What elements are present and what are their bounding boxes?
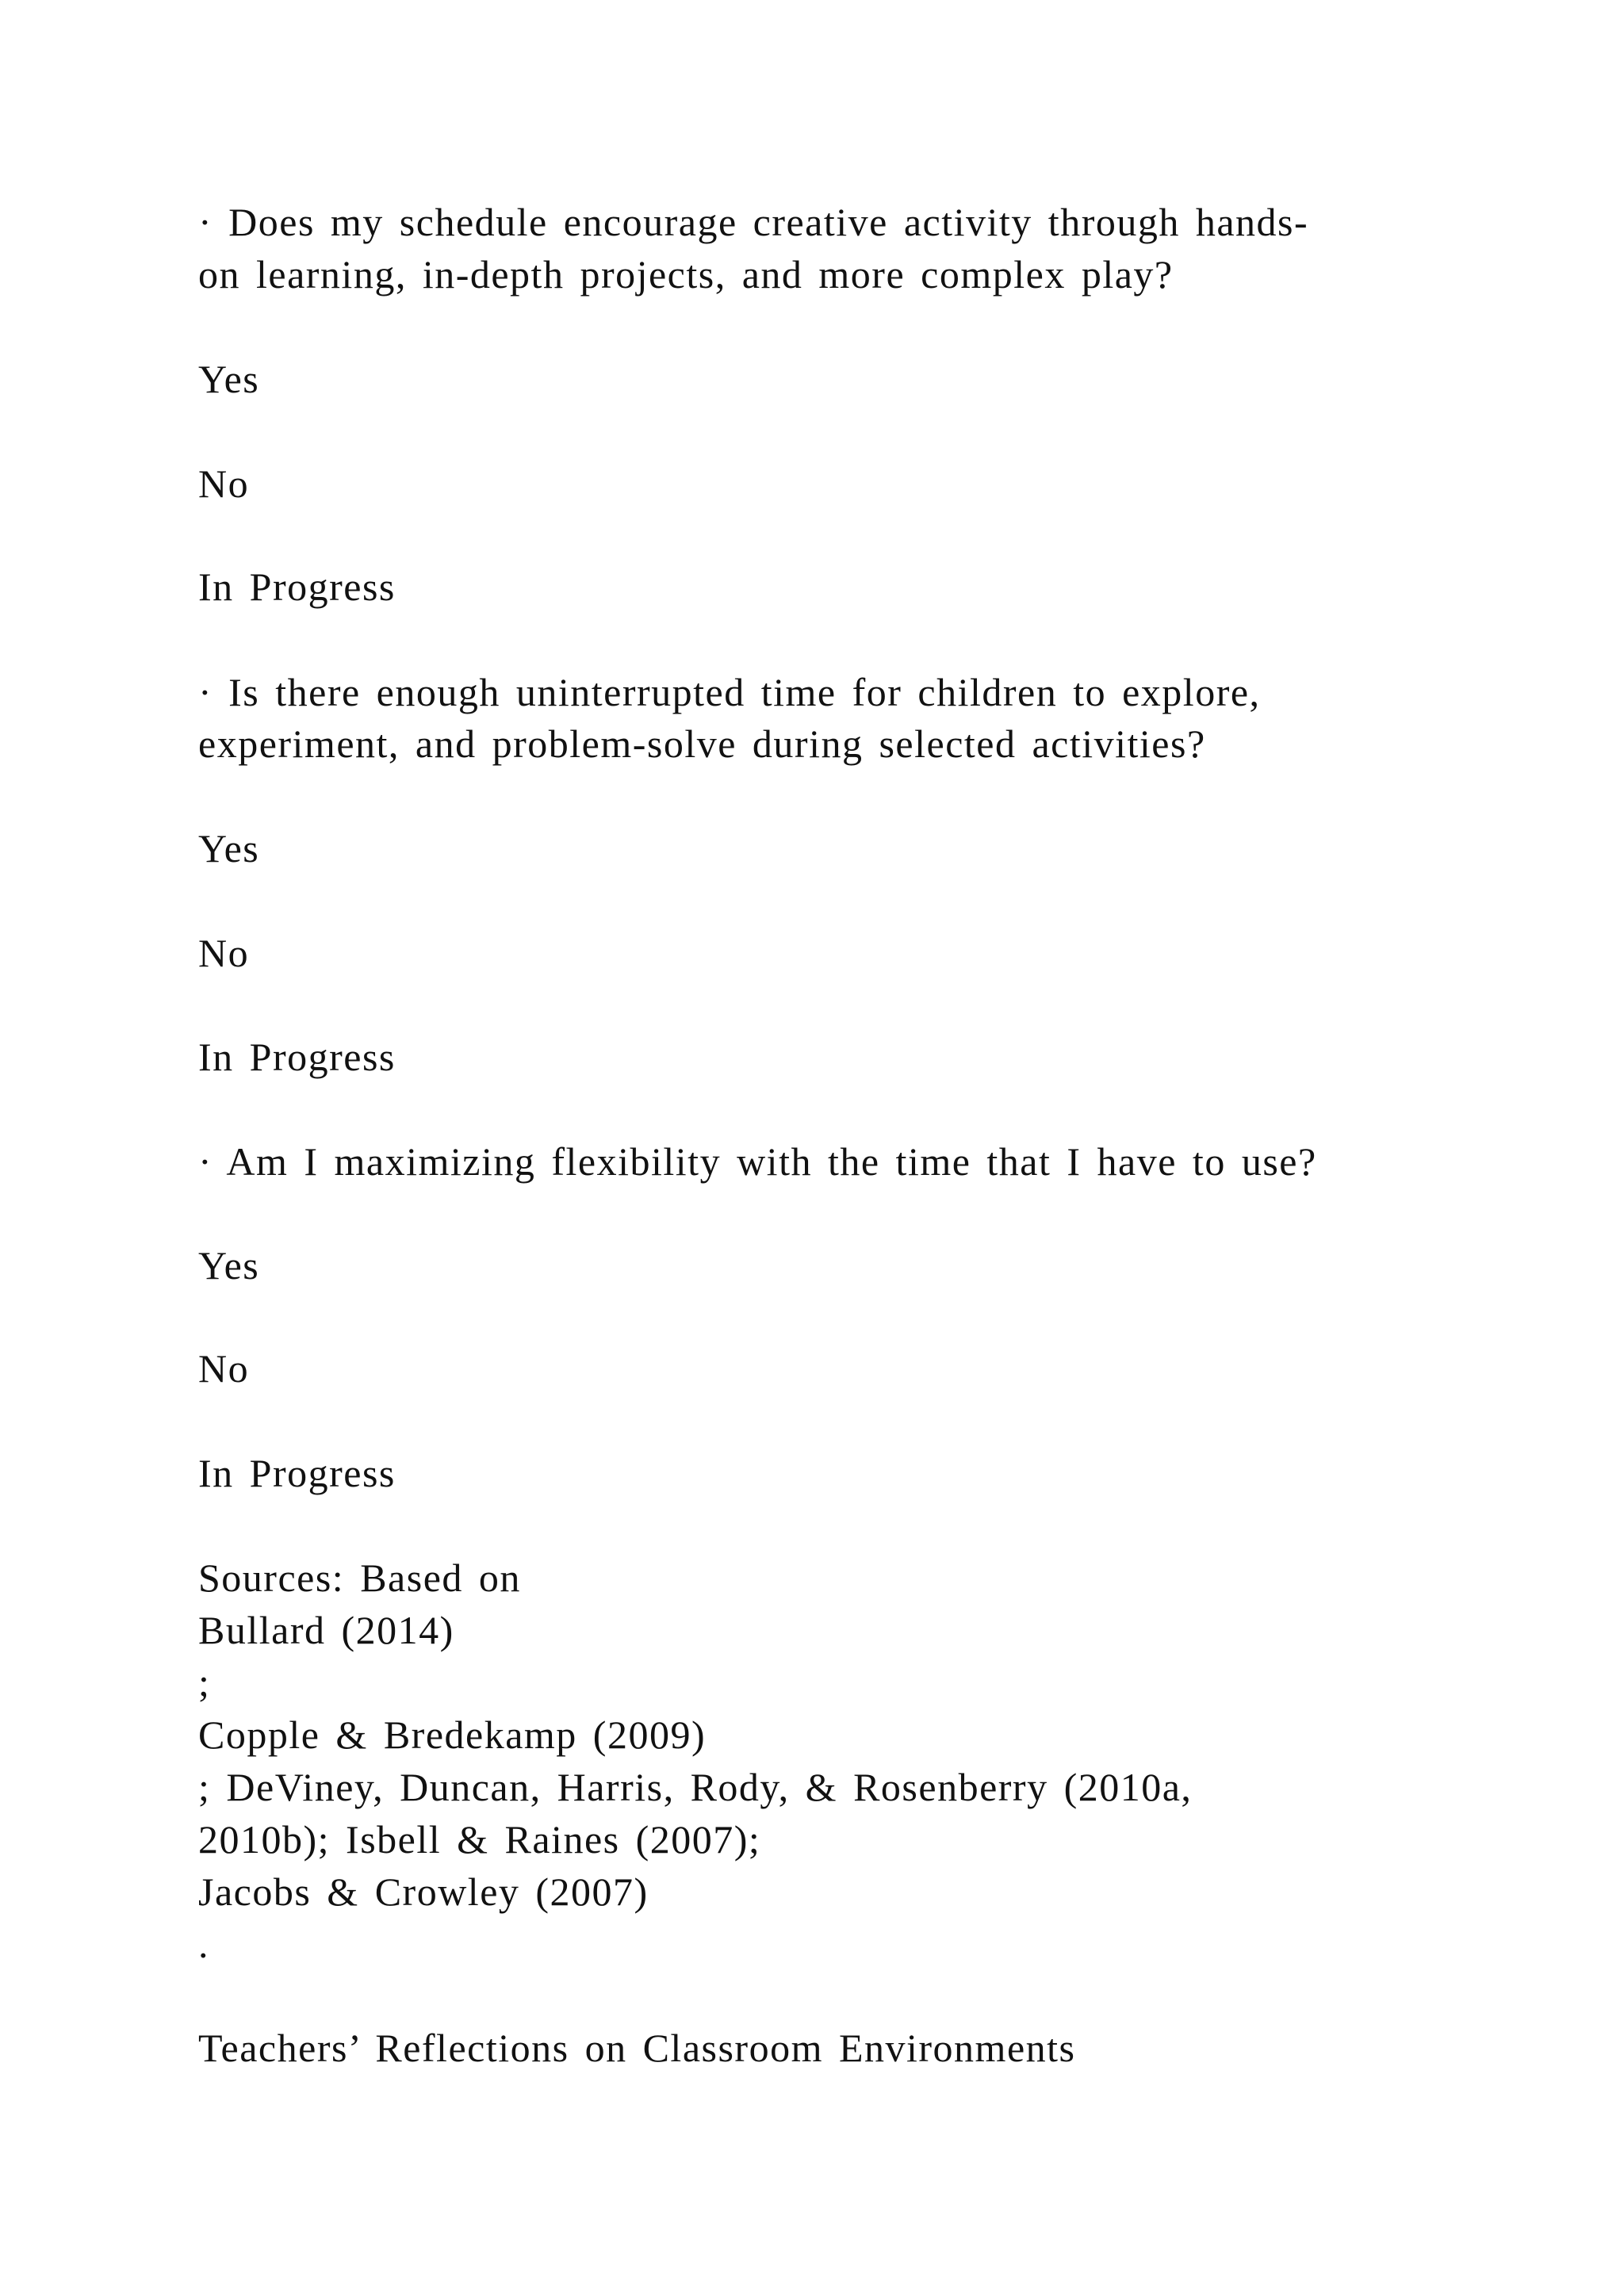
answer-yes-3: Yes <box>198 1243 260 1288</box>
sources-line-3: ; <box>198 1660 211 1705</box>
question-3-line-1: · Am I maximizing flexibility with the time that I have to use? <box>198 1139 1317 1184</box>
sources-line-2: Bullard (2014) <box>198 1608 454 1652</box>
answer-no-3: No <box>198 1346 250 1391</box>
question-1-line-1: · Does my schedule encourage creative activity through hands- <box>198 200 1309 244</box>
question-2-line-1: · Is there enough uninterrupted time for children to explore, <box>198 670 1261 714</box>
sources-line-7: Jacobs & Crowley (2007) <box>198 1869 649 1914</box>
answer-in-progress-2: In Progress <box>198 1035 396 1079</box>
sources-line-4: Copple & Bredekamp (2009) <box>198 1712 707 1757</box>
question-2-line-2: experiment, and problem-solve during selected activities? <box>198 721 1206 766</box>
sources-line-5: ; DeViney, Duncan, Harris, Rody, & Rosenberry (2010a, <box>198 1765 1193 1809</box>
section-heading: Teachers’ Reflections on Classroom Environments <box>198 2026 1076 2070</box>
sources-line-6: 2010b); Isbell & Raines (2007); <box>198 1817 761 1862</box>
answer-in-progress-1: In Progress <box>198 564 396 609</box>
answer-no-2: No <box>198 931 250 975</box>
answer-yes-1: Yes <box>198 357 260 401</box>
sources-line-1: Sources: Based on <box>198 1556 521 1600</box>
sources-line-8: . <box>198 1922 209 1966</box>
question-1-line-2: on learning, in-depth projects, and more complex play? <box>198 252 1174 297</box>
answer-no-1: No <box>198 461 250 506</box>
answer-yes-2: Yes <box>198 826 260 871</box>
answer-in-progress-3: In Progress <box>198 1451 396 1495</box>
